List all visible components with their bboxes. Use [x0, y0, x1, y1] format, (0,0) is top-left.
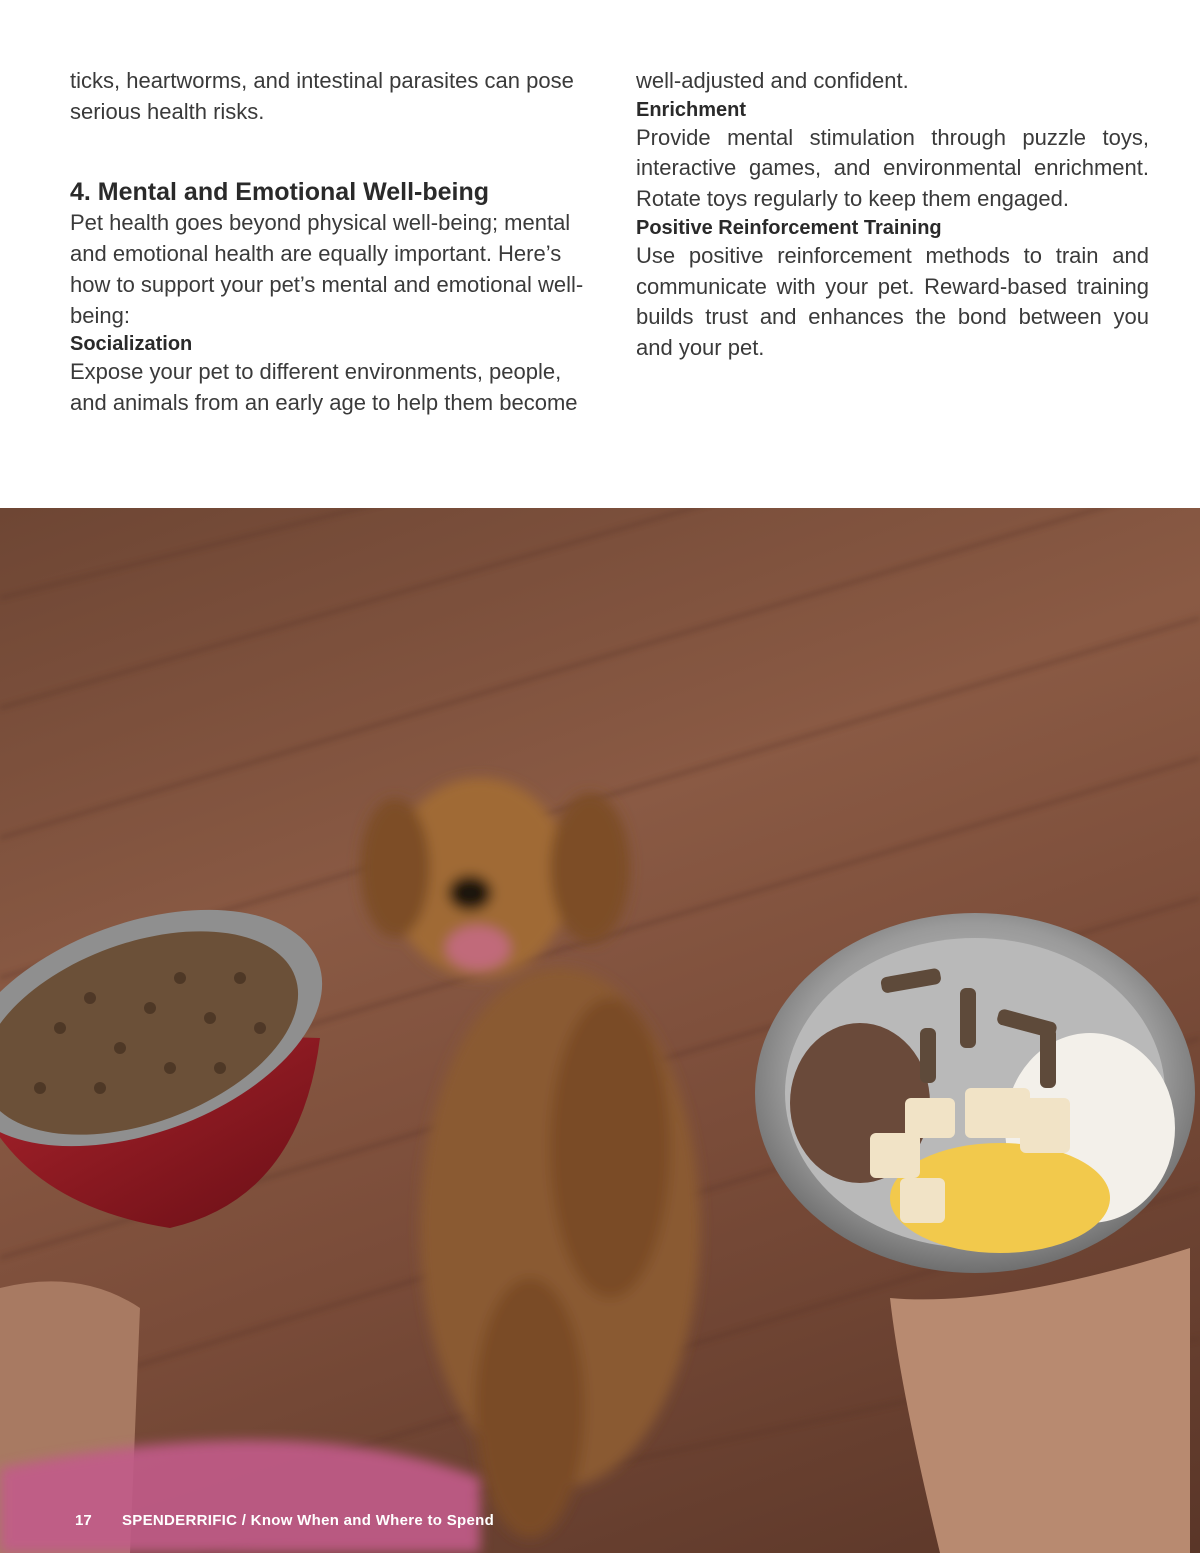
socialization-heading: Socialization	[70, 333, 193, 356]
right-column	[636, 66, 1150, 364]
enrichment-body: Provide mental stimulation through puzzle toys, interactive games, and environmental enrichment. Rotate toys regularly to keep them engaged.	[636, 124, 1149, 212]
enrichment-heading: Enrichment	[636, 98, 747, 121]
left-continuation-text: ticks, heartworms, and intestinal parasites can pose serious health risks.	[70, 68, 574, 124]
dog-food-bowls-photo	[0, 508, 1200, 1553]
training-body: Use positive reinforcement methods to train and communicate with your pet. Reward-based training builds trust and enhances the bond between you and your pet.	[636, 242, 1149, 360]
page-number: 17	[75, 1512, 92, 1529]
section-intro-text: Pet health goes beyond physical well-being; mental and emotional health are equally important. Here’s how to support your pet’s mental and emotional well-being:	[70, 210, 584, 328]
right-continuation-text: well-adjusted and confident.	[636, 68, 909, 93]
photo-illustration	[0, 508, 1200, 1553]
left-column	[70, 66, 584, 419]
section-heading: 4. Mental and Emotional Well-being	[70, 178, 490, 207]
mixed-food-bowl	[755, 913, 1195, 1553]
socialization-body: Expose your pet to different environments, people, and animals from an early age to help them become	[70, 359, 578, 415]
dog	[360, 778, 700, 1538]
training-heading: Positive Reinforcement Training	[636, 216, 942, 239]
page-footer	[0, 1505, 1200, 1537]
publication-title: SPENDERRIFIC / Know When and Where to Spend	[122, 1512, 495, 1529]
